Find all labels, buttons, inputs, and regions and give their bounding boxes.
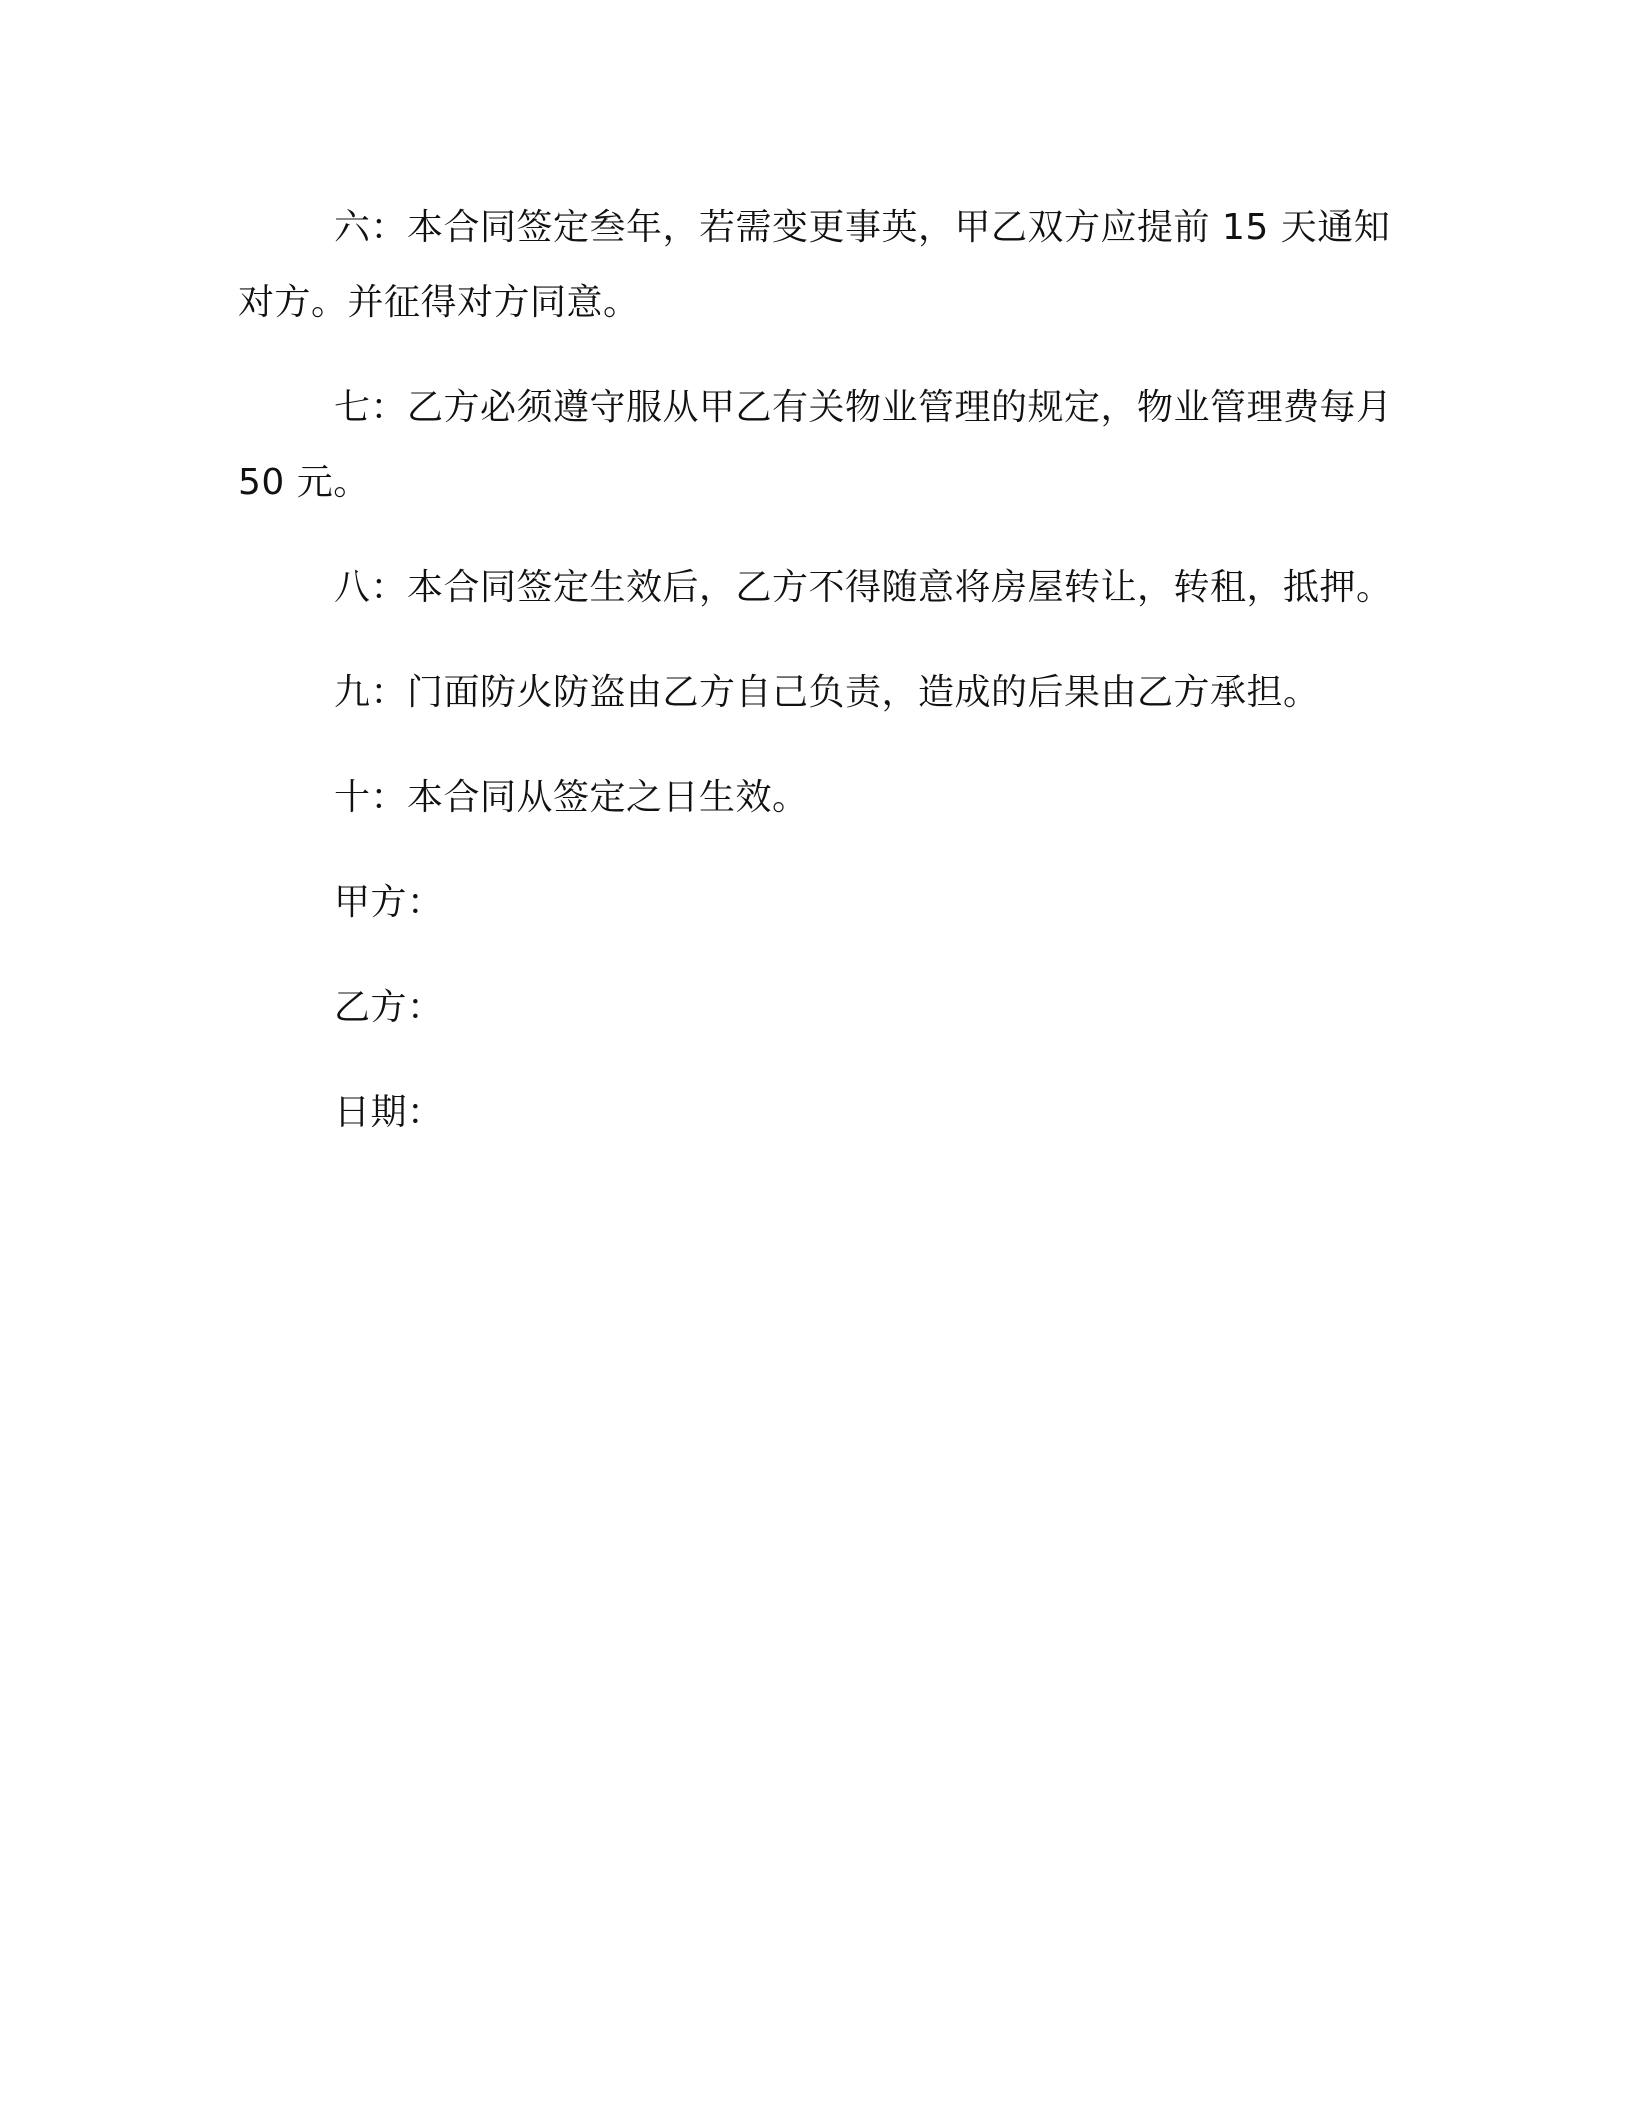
party-b-signature-label: 乙方： — [334, 987, 444, 1028]
date-label: 日期： — [334, 1092, 444, 1133]
contract-body — [238, 190, 1398, 1180]
clause-eight: 八：本合同签定生效后，乙方不得随意将房屋转让，转租，抵押。 — [334, 567, 1393, 608]
clause-ten: 十：本合同从签定之日生效。 — [334, 777, 809, 818]
party-a-signature-label: 甲方： — [334, 882, 444, 923]
clause-six: 六：本合同签定叁年，若需变更事英，甲乙双方应提前 15 天通知对方。并征得对方同意。 — [238, 207, 1391, 323]
clause-seven: 七：乙方必须遵守服从甲乙有关物业管理的规定，物业管理费每月 50 元。 — [238, 387, 1393, 503]
clause-nine: 九：门面防火防盗由乙方自己负责，造成的后果由乙方承担。 — [334, 672, 1320, 713]
